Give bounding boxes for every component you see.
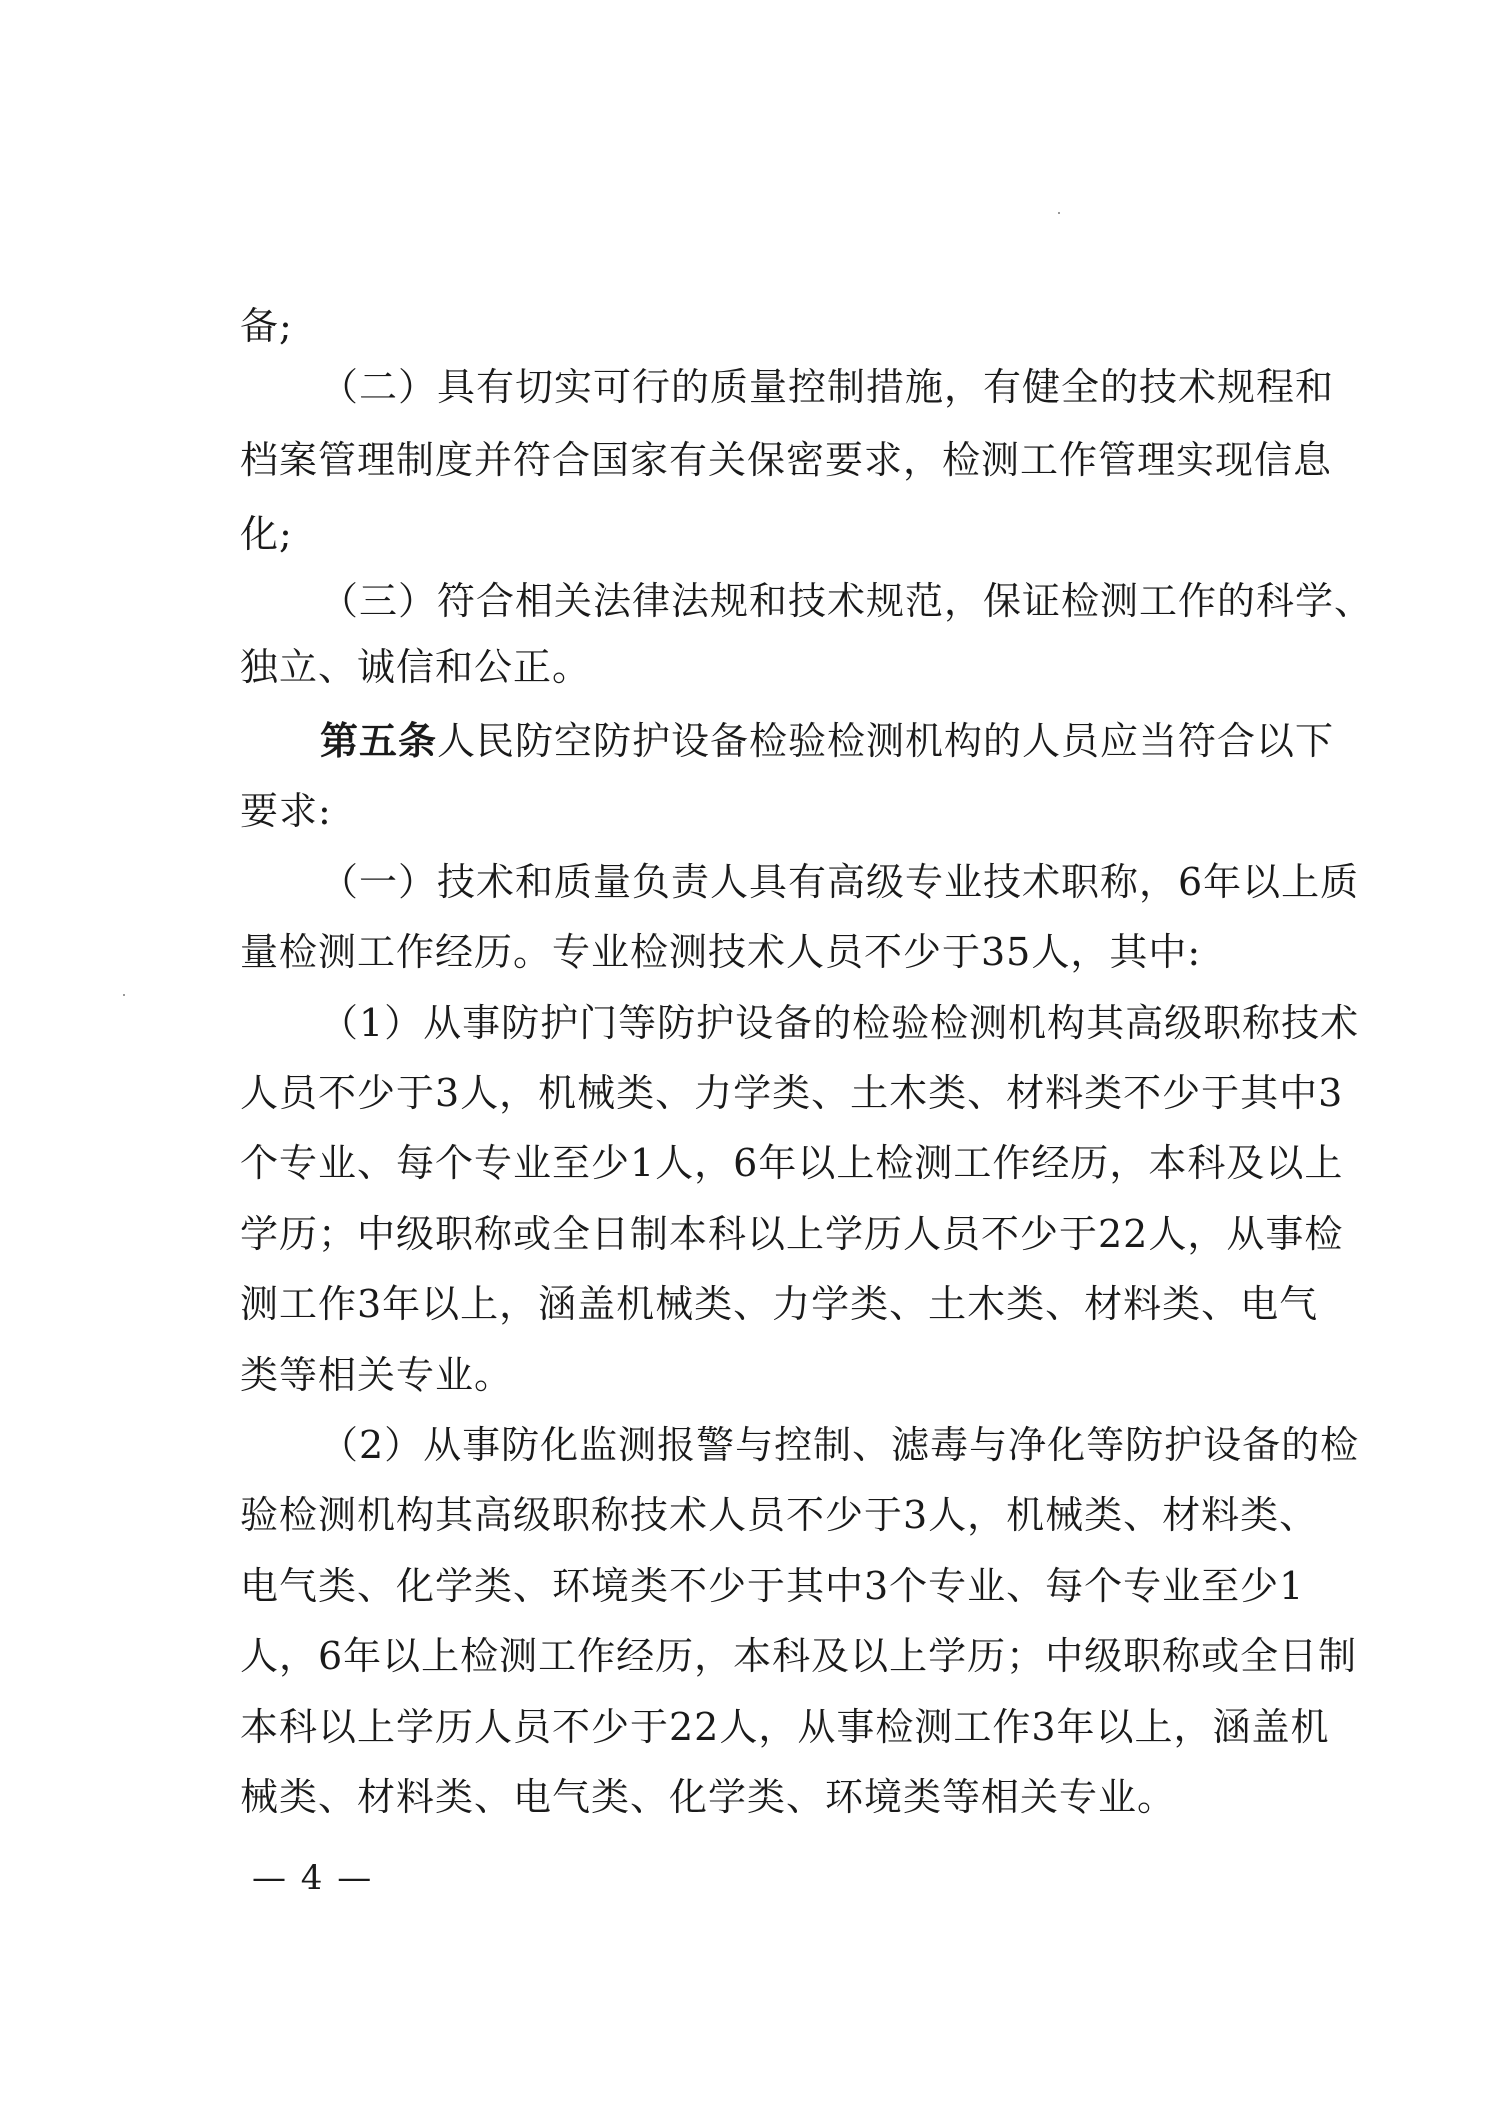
- text-line: 独立、诚信和公正。: [240, 645, 592, 689]
- text-line: 备;: [240, 304, 293, 348]
- text-line: 档案管理制度并符合国家有关保密要求，检测工作管理实现信息: [240, 438, 1333, 482]
- text-line: 学历；中级职称或全日制本科以上学历人员不少于22人，从事检: [240, 1212, 1344, 1256]
- text-line: 械类、材料类、电气类、化学类、环境类等相关专业。: [240, 1775, 1177, 1819]
- article-paragraph-line: [320, 717, 1335, 765]
- text-line: 量检测工作经历。专业检测技术人员不少于35人，其中:: [240, 930, 1202, 974]
- article-text: 人民防空防护设备检验检测机构的人员应当符合以下: [437, 719, 1335, 763]
- text-line: （1）从事防护门等防护设备的检验检测机构其高级职称技术: [320, 1001, 1360, 1045]
- page-number: — 4 —: [252, 1858, 374, 1898]
- text-line: （三）符合相关法律法规和技术规范，保证检测工作的科学、: [320, 579, 1374, 623]
- text-line: 测工作3年以上，涵盖机械类、力学类、土木类、材料类、电气: [240, 1282, 1319, 1326]
- text-line: 验检测机构其高级职称技术人员不少于3人，机械类、材料类、: [240, 1493, 1319, 1537]
- text-line: 电气类、化学类、环境类不少于其中3个专业、每个专业至少1: [240, 1564, 1305, 1608]
- text-line: 人，6年以上检测工作经历，本科及以上学历；中级职称或全日制: [240, 1634, 1358, 1678]
- scan-speck: [123, 994, 125, 996]
- article-label: 第五条: [320, 718, 438, 763]
- text-line: 个专业、每个专业至少1人，6年以上检测工作经历，本科及以上: [240, 1141, 1344, 1185]
- text-line: 化;: [240, 512, 293, 556]
- text-line: （一）技术和质量负责人具有高级专业技术职称，6年以上质: [320, 860, 1360, 904]
- scan-speck: [1058, 212, 1060, 214]
- text-line: 本科以上学历人员不少于22人，从事检测工作3年以上，涵盖机: [240, 1705, 1330, 1749]
- text-line: 人员不少于3人，机械类、力学类、土木类、材料类不少于其中3: [240, 1071, 1344, 1115]
- text-line: （二）具有切实可行的质量控制措施，有健全的技术规程和: [320, 365, 1335, 409]
- text-line: 要求:: [240, 789, 332, 833]
- text-line: 类等相关专业。: [240, 1353, 514, 1397]
- text-line: （2）从事防化监测报警与控制、滤毒与净化等防护设备的检: [320, 1423, 1360, 1467]
